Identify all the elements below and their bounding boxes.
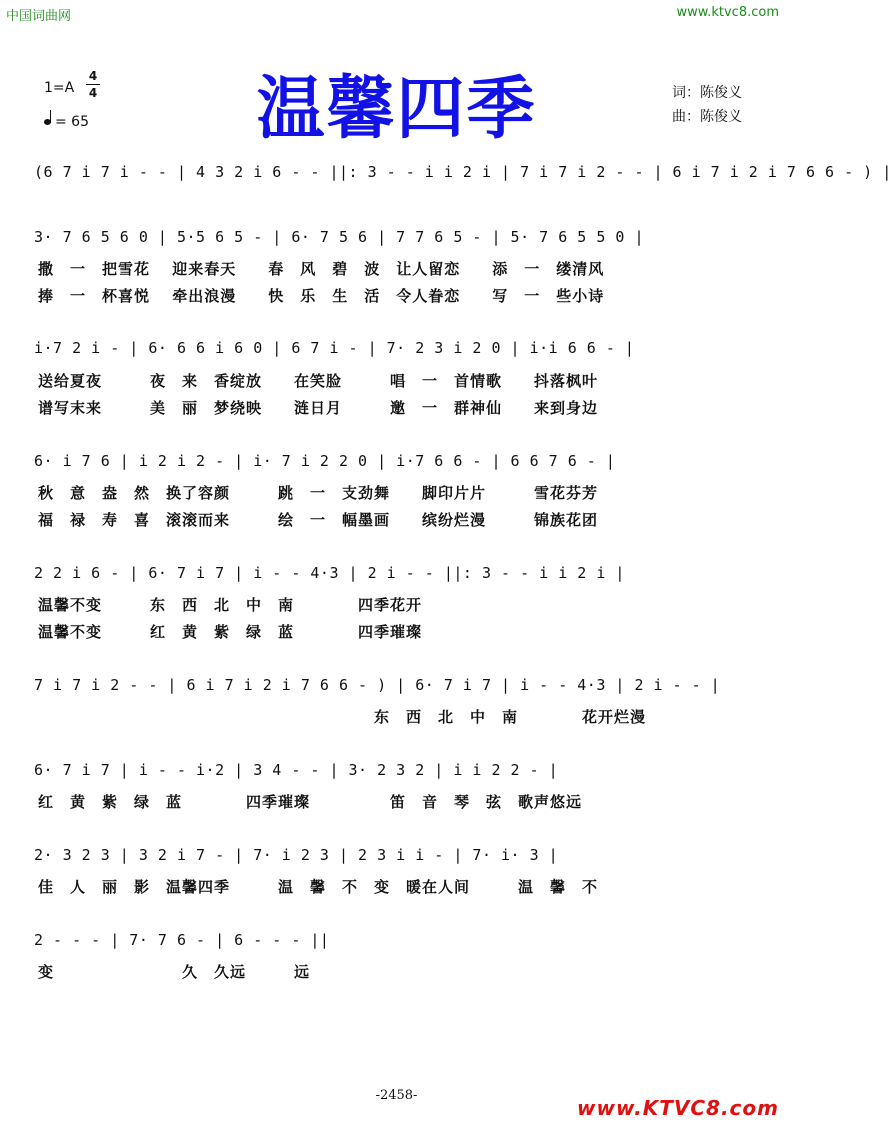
score-row-4-lyric-2: 福 禄 寿 喜 滚滚而来 绘 一 幅墨画 缤纷烂漫 锦族花团 [38,511,599,529]
site-name: 中国词曲网 [6,9,72,24]
quarter-note-icon [44,119,51,125]
time-signature-bottom: 4 [88,86,98,100]
score-row-3-notes: i·7 2 i - | 6· 6 6 i 6 0 | 6 7 i - | 7· 2 3 i 2 0 | i·i 6 6 - | [34,339,635,357]
score-row-2-notes: 3· 7 6 5 6 0 | 5·5 6 5 - | 6· 7 5 6 | 7 7 6 5 - | 5· 7 6 5 5 0 | [34,228,644,246]
score-row-9-notes: 2 - - - | 7· 7 6 - | 6 - - - || [34,931,330,949]
song-title: 温馨四季 [256,70,537,149]
score-row-9-lyric-1: 变 久 久远 远 [38,963,311,981]
score-row-6-notes: 7 i 7 i 2 - - | 6 i 7 i 2 i 7 6 6 - ) | 6· 7 i 7 | i - - 4·3 | 2 i - - | [34,676,721,694]
tempo-value: = 65 [55,114,89,130]
score-row-5-lyric-1: 温馨不变 东 西 北 中 南 四季花开 [38,596,423,614]
score-row-7-notes: 6· 7 i 7 | i - - i·2 | 3 4 - - | 3· 2 3 2 | i i 2 2 - | [34,761,559,779]
score-row-4-lyric-1: 秋 意 盎 然 换了容颜 跳 一 支劲舞 脚印片片 雪花芬芳 [38,484,599,502]
site-url[interactable]: www.ktvc8.com [676,5,779,20]
score-row-5-notes: 2 2 i 6 - | 6· 7 i 7 | i - - 4·3 | 2 i - - ||: 3 - - i i 2 i | [34,564,625,582]
score-row-2-lyric-1: 撒 一 把雪花 迎来春天 春 风 碧 波 让人留恋 添 一 缕清风 [38,260,605,278]
time-signature [86,69,100,100]
score-row-7-lyric-1: 红 黄 紫 绿 蓝 四季璀璨 笛 音 琴 弦 歌声悠远 [38,793,583,811]
page-number: -2458- [375,1088,418,1103]
time-signature-top: 4 [88,69,98,83]
lyricist-credit: 词：陈俊义 [672,85,742,101]
score-row-3-lyric-1: 送给夏夜 夜 来 香绽放 在笑脸 唱 一 首情歌 抖落枫叶 [38,372,599,390]
score-row-8-lyric-1: 佳 人 丽 影 温馨四季 温 馨 不 变 暖在人间 温 馨 不 [38,878,599,896]
score-row-3-lyric-2: 谱写末来 美 丽 梦绕映 涟日月 邀 一 群神仙 来到身边 [38,399,599,417]
score-row-5-lyric-2: 温馨不变 红 黄 紫 绿 蓝 四季璀璨 [38,623,423,641]
score-row-2-lyric-2: 捧 一 杯喜悦 牵出浪漫 快 乐 生 活 令人眷恋 写 一 些小诗 [38,287,605,305]
score-row-4-notes: 6· i 7 6 | i 2 i 2 - | i· 7 i 2 2 0 | i·7 6 6 - | 6 6 7 6 - | [34,452,616,470]
score-row-6-lyric-1: 东 西 北 中 南 花开烂漫 [38,708,647,726]
score-row-1-notes: (6 7 i 7 i - - | 4 3 2 i 6 - - ||: 3 - - i i 2 i | 7 i 7 i 2 - - | 6 i 7 i 2 i 7 6 6 - ) | [34,163,892,181]
score-row-8-notes: 2· 3 2 3 | 3 2 i 7 - | 7· i 2 3 | 2 3 i i - | 7· i· 3 | [34,846,559,864]
watermark-url: www.KTVC8.com [577,1096,779,1120]
composer-credit: 曲：陈俊义 [672,109,742,125]
key-signature: 1=A [44,80,75,96]
tempo-marking [44,114,89,130]
